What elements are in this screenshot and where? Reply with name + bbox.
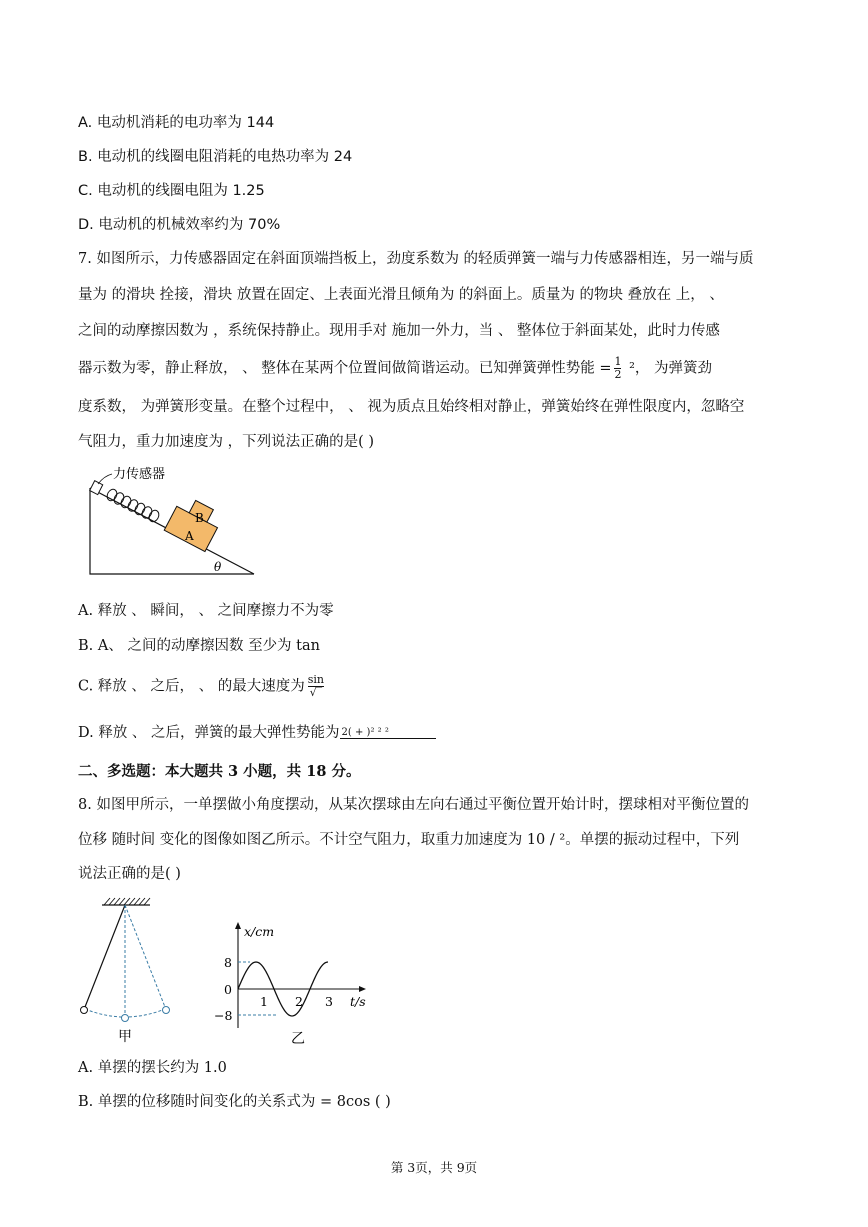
xt-graph [212,918,382,1048]
q7-stem-line-6: 气阻力，重力加速度为 ，下列说法正确的是( ) [78,434,375,450]
q8-stem-line-1: 8. 如图甲所示，一单摆做小角度摆动，从某次摆球由左向右通过平衡位置开始计时，摆球相对平衡位置的 [78,797,749,813]
angle-label: θ [214,560,222,574]
ceiling-hatch [104,898,150,905]
q6-option-b: B. 电动机的线圈电阻消耗的电热功率为 24 [78,149,353,165]
label-yi: 乙 [291,1031,305,1047]
q8-option-b: B. 单摆的位移随时间变化的关系式为 = 8cos ( ) [78,1094,391,1110]
pendulum-string [85,905,125,1007]
q8-stem-line-3: 说法正确的是( ) [78,866,181,882]
q7-stem-line-3: 之间的动摩擦因数为 ，系统保持静止。现用手对 施加一外力，当 、 整体位于斜面某处，此时力传感 [78,323,720,339]
fraction-denominator: 2 [614,368,622,381]
right-string [125,905,165,1007]
q6-option-c: C. 电动机的线圈电阻为 1.25 [78,183,265,199]
q7-option-d-text: D. 释放 、 之后，弹簧的最大弹性势能为 [78,725,340,741]
q7-option-c [78,674,327,699]
max-speed-fraction [308,674,324,699]
tick-neg-8: −8 [214,1008,233,1023]
tick-1: 1 [260,994,268,1009]
ball-left [81,1007,88,1014]
page-footer: 第 3页，共 9页 [390,1160,478,1175]
spring [105,488,160,524]
q7-stem-line-1: 7. 如图所示，力传感器固定在斜面顶端挡板上，劲度系数为 的轻质弹簧一端与力传感器相连，另一端与质 [78,251,754,267]
incline-figure [82,462,262,580]
q7-stem-line-4b: ²， 为弹簧劲 [624,360,713,377]
q8-option-a: A. 单摆的摆长约为 1.0 [78,1060,227,1076]
q7-stem-line-2: 量为 的滑块 拴接，滑块 放置在固定、上表面光滑且倾角为 的斜面上。质量为 的物块 叠放在 上， 、 [78,287,724,303]
block-a-label: A [185,529,194,543]
q7-option-d [78,723,436,743]
ball-center [122,1015,129,1022]
sensor-pointer [98,474,112,484]
tick-2: 2 [295,994,303,1009]
pendulum-figure [74,893,184,1048]
block-b-label: B [195,511,204,525]
x-axis-label: t/s [350,994,366,1009]
max-speed-numerator: sin [307,673,324,686]
spring-energy-fraction [614,356,621,381]
q8-stem-line-2: 位移 随时间 变化的图像如图乙所示。不计空气阻力，取重力加速度为 10 / ²。单摆的振动过程中，下列 [78,832,740,848]
max-speed-denominator: √‾ [309,686,323,699]
section-heading: 二、多选题：本大题共 3 小题，共 18 分。 [78,763,361,780]
sensor-label: 力传感器 [113,467,166,482]
max-energy-expression: 2( + )² ² ² [340,727,436,739]
tick-8: 8 [224,955,232,970]
fraction-numerator: 1 [614,355,622,368]
q7-stem-line-4a: 器示数为零，静止释放， 、 整体在某两个位置间做简谐运动。已知弹簧弹性势能 = [78,360,612,377]
q7-stem-line-5: 度系数， 为弹簧形变量。在整个过程中， 、 视为质点且始终相对静止，弹簧始终在弹性限度内，忽略空 [78,399,745,415]
tick-3: 3 [325,994,333,1009]
force-sensor [90,481,103,495]
tick-0: 0 [224,982,232,997]
y-axis-label: x/cm [244,924,275,939]
q7-stem-line-4 [78,356,712,381]
ball-right [163,1007,170,1014]
q7-option-a: A. 释放 、 瞬间， 、 之间摩擦力不为零 [78,603,334,619]
q7-option-c-text: C. 释放 、 之后， 、 的最大速度为 [78,678,305,695]
q7-option-b: B. A、 之间的动摩擦因数 至少为 tan [78,638,320,654]
q6-option-d: D. 电动机的机械效率约为 70% [78,217,281,233]
q6-option-a: A. 电动机消耗的电功率为 144 [78,115,275,131]
label-jia: 甲 [118,1029,132,1045]
